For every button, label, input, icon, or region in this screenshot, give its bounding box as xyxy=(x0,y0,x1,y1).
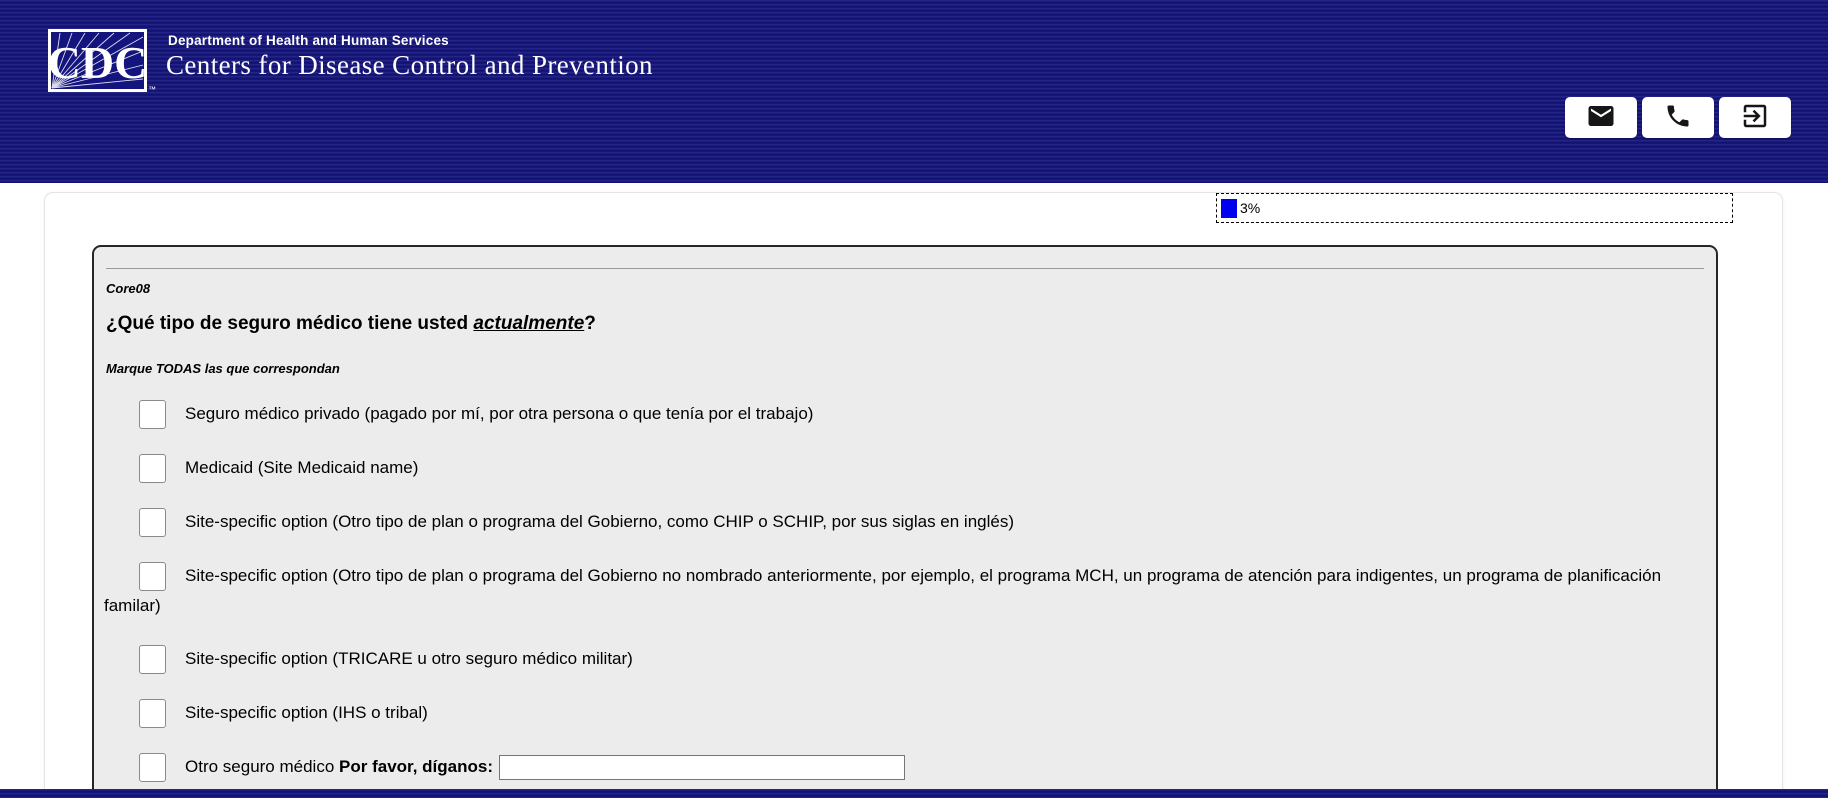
phone-button[interactable] xyxy=(1642,97,1714,138)
email-button[interactable] xyxy=(1565,97,1637,138)
option-checkbox[interactable] xyxy=(139,400,166,429)
question-title-emphasis: actualmente xyxy=(473,313,585,334)
option-label-bold: Por favor, díganos: xyxy=(339,757,493,777)
site-header xyxy=(0,0,1828,183)
option-checkbox[interactable] xyxy=(139,508,166,537)
question-box xyxy=(92,245,1718,798)
option-checkbox[interactable] xyxy=(139,562,166,591)
option-row-ihs-tribal xyxy=(104,698,1702,728)
header-buttons xyxy=(1565,97,1791,138)
exit-button[interactable] xyxy=(1719,97,1791,138)
option-label: Site-specific option (Otro tipo de plan o programa del Gobierno no nombrado anteriormente, por ejemplo, el programa MCH, un programa de atención para indigentes, un programa de planificación familar) xyxy=(104,566,1662,616)
other-insurance-input[interactable] xyxy=(499,755,905,780)
logo-trademark: ™ xyxy=(148,85,156,94)
content-card xyxy=(44,192,1783,798)
option-row-other-government-program xyxy=(104,561,1702,620)
question-title xyxy=(106,313,1716,335)
org-title: Centers for Disease Control and Prevention xyxy=(166,50,653,80)
option-label: Otro seguro médico xyxy=(185,757,340,777)
question-box-rule xyxy=(106,268,1704,269)
option-checkbox[interactable] xyxy=(139,753,166,782)
dept-title: Department of Health and Human Services xyxy=(168,33,449,48)
exit-icon xyxy=(1740,101,1770,134)
option-row-private-insurance xyxy=(104,399,1702,429)
options-list xyxy=(94,399,1716,782)
question-instruction: Marque TODAS las que correspondan xyxy=(106,361,340,376)
option-label: Medicaid (Site Medicaid name) xyxy=(185,458,419,478)
option-checkbox[interactable] xyxy=(139,454,166,483)
option-row-chip-schip xyxy=(104,507,1702,537)
option-checkbox[interactable] xyxy=(139,699,166,728)
option-label: Site-specific option (IHS o tribal) xyxy=(185,703,428,723)
cdc-logo xyxy=(48,29,147,92)
phone-icon xyxy=(1664,102,1692,133)
cdc-logo-text: CDC xyxy=(48,37,147,88)
question-code: Core08 xyxy=(106,281,151,296)
question-title-suffix: ? xyxy=(584,313,596,334)
option-label: Seguro médico privado (pagado por mí, por otra persona o que tenía por el trabajo) xyxy=(185,404,814,423)
progress-bar xyxy=(1216,193,1733,223)
option-row-other-insurance xyxy=(104,752,1702,782)
progress-label: 3% xyxy=(1240,200,1261,216)
option-checkbox[interactable] xyxy=(139,645,166,674)
option-label: Site-specific option (Otro tipo de plan o programa del Gobierno, como CHIP o SCHIP, por sus siglas en inglés) xyxy=(185,512,1015,532)
option-row-medicaid xyxy=(104,453,1702,483)
option-label: Site-specific option (TRICARE u otro seguro médico militar) xyxy=(185,649,633,669)
progress-fill xyxy=(1221,199,1237,218)
option-row-tricare-military xyxy=(104,644,1702,674)
email-icon xyxy=(1586,101,1616,134)
question-title-prefix: ¿Qué tipo de seguro médico tiene usted xyxy=(106,313,474,334)
site-footer xyxy=(0,789,1828,798)
